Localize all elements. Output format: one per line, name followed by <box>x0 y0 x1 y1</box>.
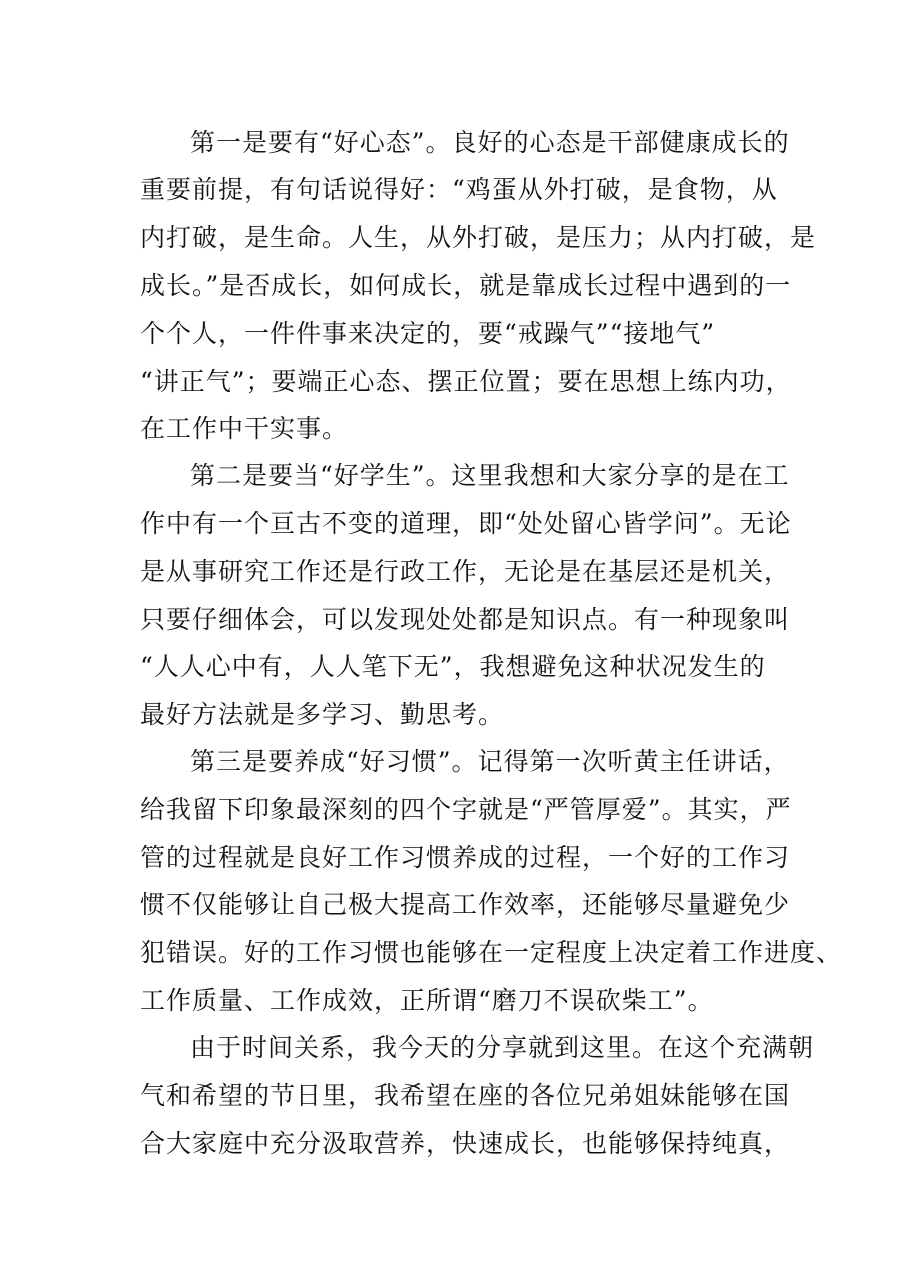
text-line: 在工作中干实事。 <box>140 414 349 443</box>
text-line: “人人心中有，人人笔下无”，我想避免这种状况发生的 <box>140 652 766 681</box>
text-line: 合大家庭中充分汲取营养，快速成长，也能够保持纯真， <box>140 1129 791 1158</box>
text-line: 犯错误。好的工作习惯也能够在一定程度上决定着工作进度、 <box>140 938 843 967</box>
text-line: 工作质量、工作成效，正所谓“磨刀不误砍柴工”。 <box>140 986 714 1015</box>
text-line: 成长。”是否成长，如何成长，就是靠成长过程中遇到的一 <box>140 271 792 300</box>
text-line: 气和希望的节日里，我希望在座的各位兄弟姐妹能够在国 <box>140 1081 791 1110</box>
text-line: 由于时间关系，我今天的分享就到这里。在这个充满朝 <box>190 1033 815 1062</box>
text-line: 只要仔细体会，可以发现处处都是知识点。有一种现象叫 <box>140 605 791 634</box>
text-line: 给我留下印象最深刻的四个字就是“严管厚爱”。其实，严 <box>140 795 792 824</box>
text-line: 第三是要养成“好习惯”。记得第一次听黄主任讲话， <box>190 747 790 776</box>
text-line: 作中有一个亘古不变的道理，即“处处留心皆学问”。无论 <box>140 509 792 538</box>
text-line: “讲正气”；要端正心态、摆正位置；要在思想上练内功， <box>140 367 792 396</box>
text-line: 管的过程就是良好工作习惯养成的过程，一个好的工作习 <box>140 843 791 872</box>
text-line: 内打破，是生命。人生，从外打破，是压力；从内打破，是 <box>140 223 817 252</box>
text-line: 惯不仅能够让自己极大提高工作效率，还能够尽量避免少 <box>140 890 791 919</box>
text-line: 最好方法就是多学习、勤思考。 <box>140 700 505 729</box>
text-line: 是从事研究工作还是行政工作，无论是在基层还是机关， <box>140 557 791 586</box>
text-line: 第一是要有“好心态”。良好的心态是干部健康成长的 <box>190 128 790 157</box>
text-line: 重要前提，有句话说得好：“鸡蛋从外打破，是食物，从 <box>140 175 778 204</box>
text-line: 第二是要当“好学生”。这里我想和大家分享的是在工 <box>190 461 790 490</box>
text-line: 个个人，一件件事来决定的，要“戒躁气”“接地气” <box>140 319 716 348</box>
